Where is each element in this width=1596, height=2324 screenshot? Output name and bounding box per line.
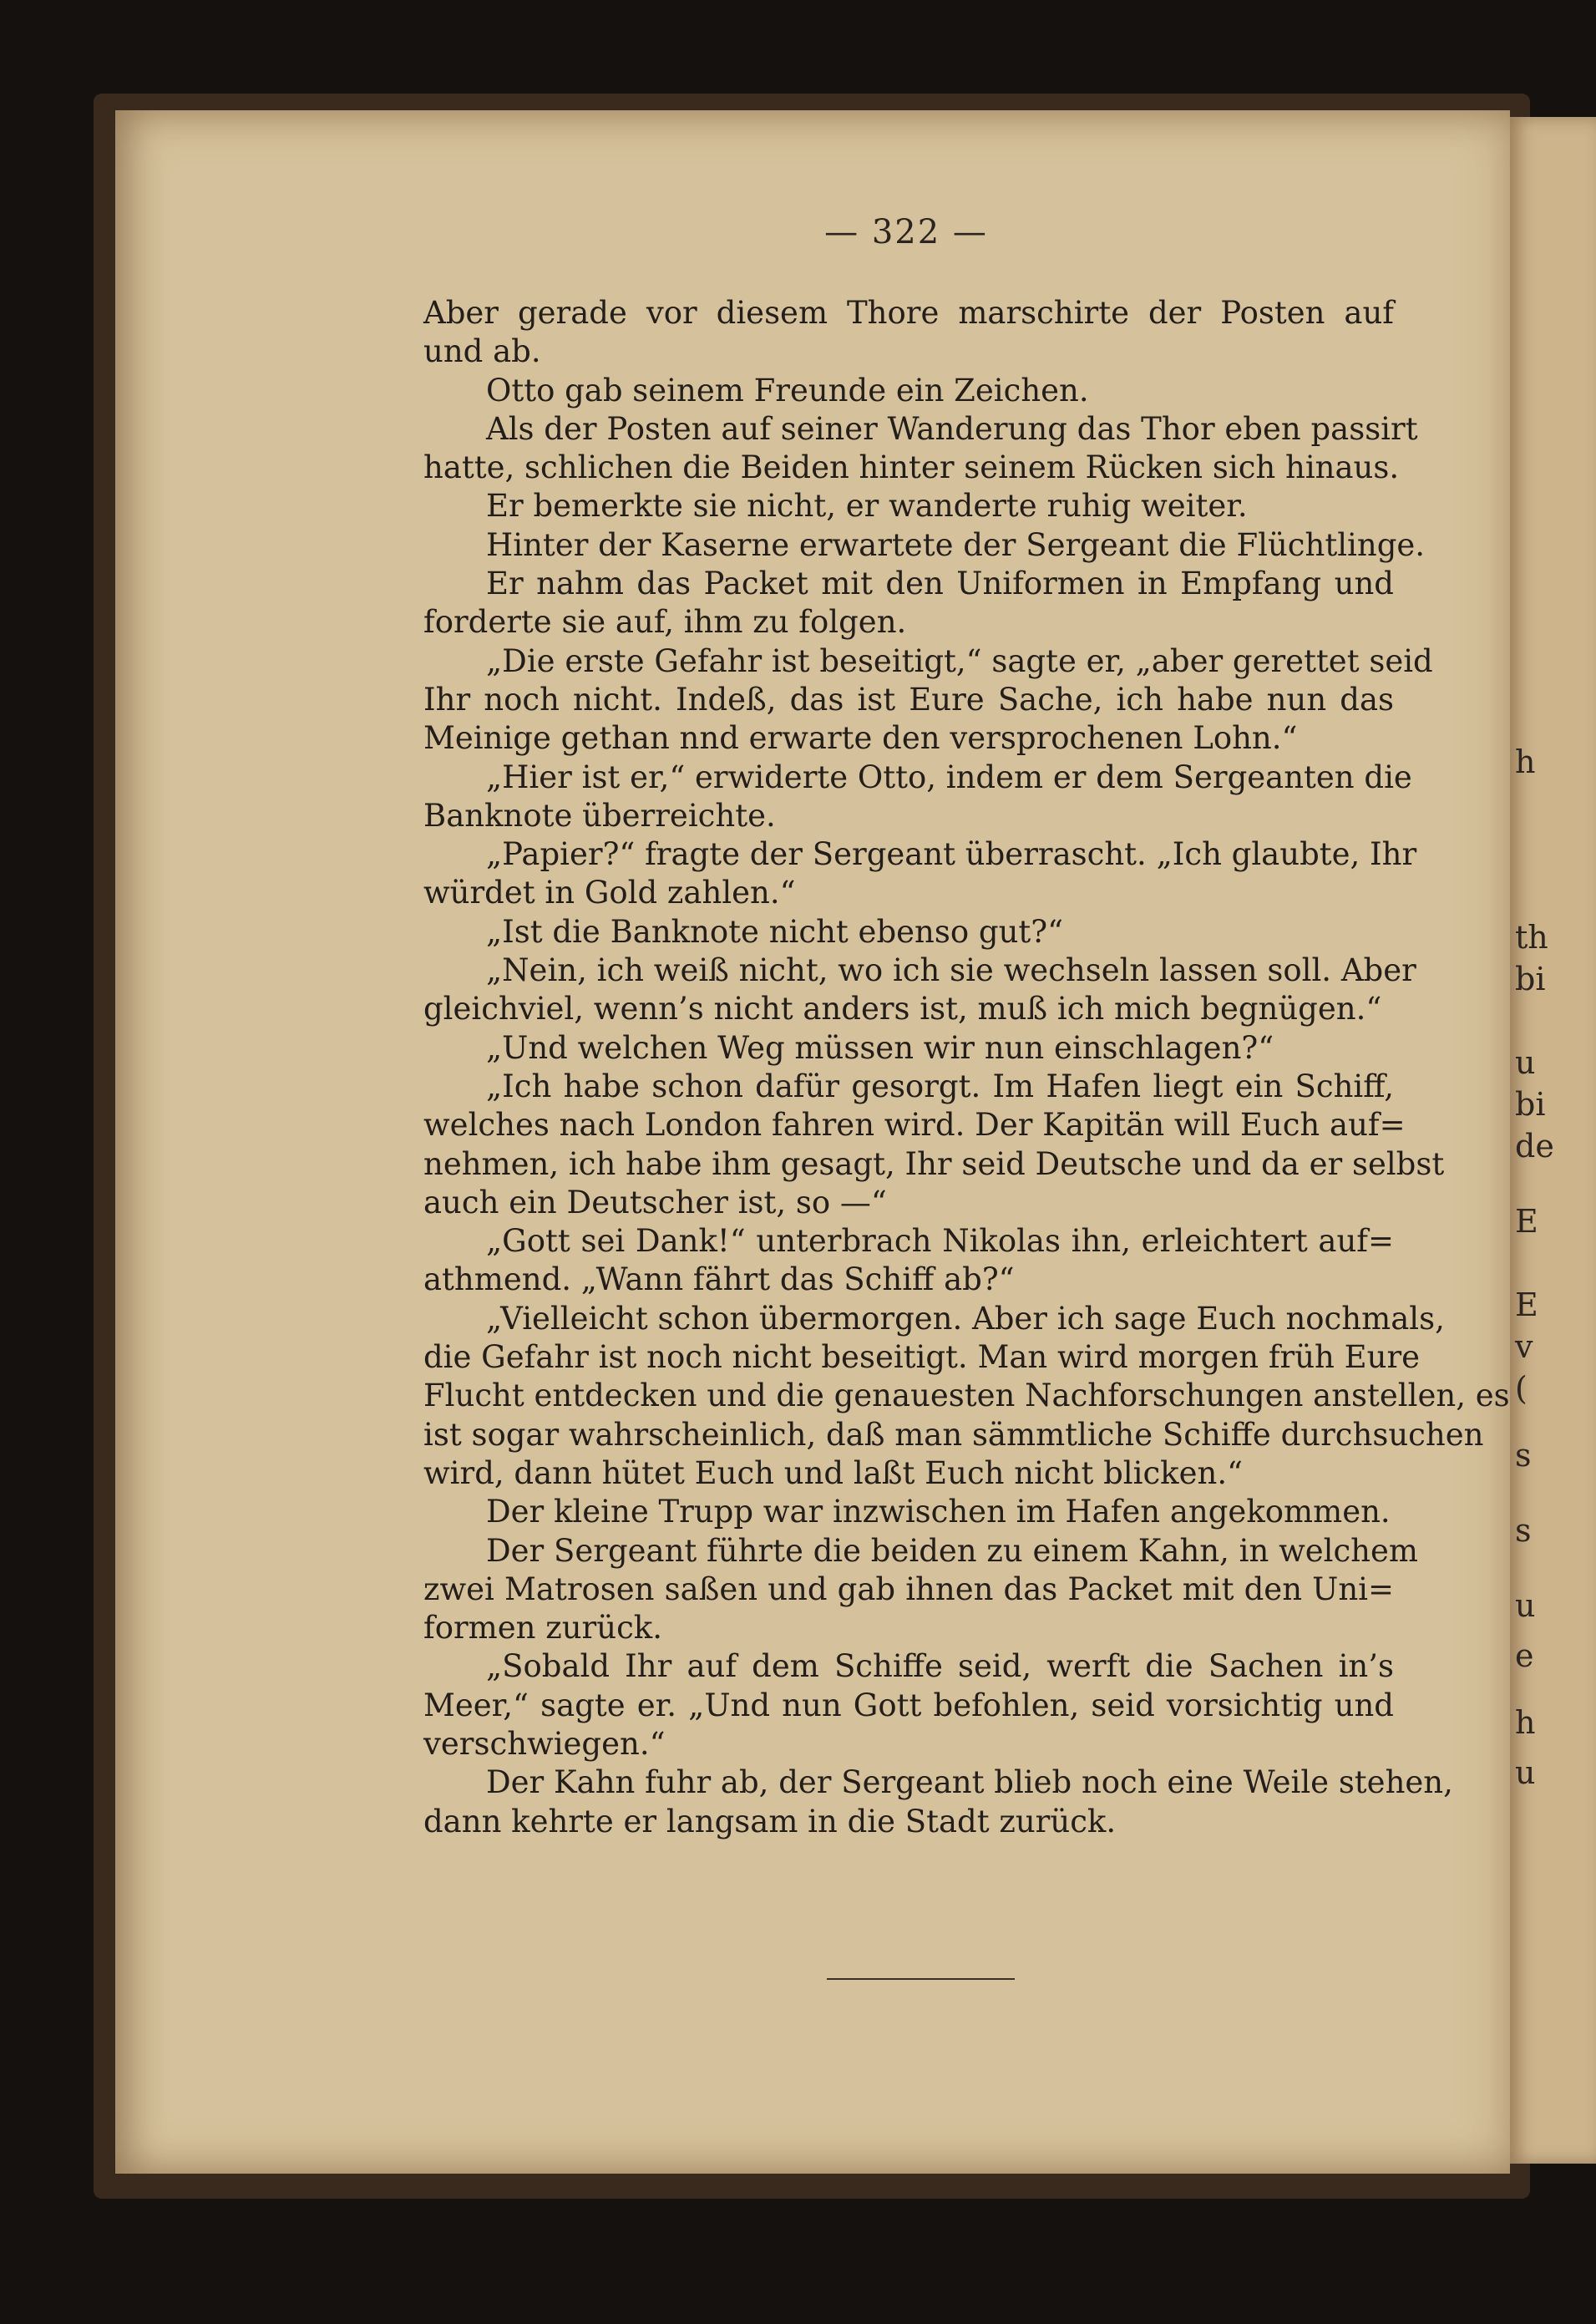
adjacent-page-fragment: de (1515, 1128, 1554, 1165)
text-line: Banknote überreichte. (423, 797, 776, 834)
adjacent-page-fragment: u (1515, 1044, 1536, 1081)
text-line: Meer,“ sagte er. „Und nun Gott befohlen, seid vorsichtig und (423, 1687, 1394, 1723)
text-line: „Die erste Gefahr ist beseitigt,“ sagte er, „aber gerettet seid (486, 642, 1433, 679)
text-line: formen zurück. (423, 1610, 662, 1647)
text-line: welches nach London fahren wird. Der Kapitän will Euch auf= (423, 1107, 1406, 1144)
adjacent-page-fragment: s (1515, 1512, 1532, 1549)
text-line: und ab. (423, 333, 541, 370)
adjacent-page-edge (1510, 117, 1596, 2164)
adjacent-page-fragment: s (1515, 1437, 1532, 1474)
text-line: dann kehrte er langsam in die Stadt zurück. (423, 1803, 1117, 1839)
text-line: „Hier ist er,“ erwiderte Otto, indem er dem Sergeanten die (486, 759, 1412, 795)
adjacent-page-fragment: v (1515, 1328, 1533, 1365)
text-line: nehmen, ich habe ihm gesagt, Ihr seid Deutsche und da er selbst (423, 1145, 1445, 1182)
text-line: „Gott sei Dank!“ unterbrach Nikolas ihn, erleichtert auf= (486, 1223, 1394, 1260)
text-line: „Papier?“ fragte der Sergeant überrascht. „Ich glaubte, Ihr (486, 836, 1417, 873)
text-line: Der kleine Trupp war inzwischen im Hafen angekommen. (486, 1494, 1391, 1530)
text-line: auch ein Deutscher ist, so —“ (423, 1184, 887, 1220)
text-line: „Nein, ich weiß nicht, wo ich sie wechseln lassen soll. Aber (486, 952, 1416, 989)
text-line: Flucht entdecken und die genauesten Nachforschungen anstellen, es (423, 1378, 1510, 1414)
end-rule (827, 1978, 1015, 1980)
text-line: Der Kahn fuhr ab, der Sergeant blieb noch eine Weile stehen, (486, 1764, 1453, 1801)
adjacent-page-fragment: h (1515, 1704, 1536, 1741)
adjacent-page-fragment: ( (1515, 1370, 1528, 1407)
adjacent-page-fragment: h (1515, 743, 1536, 780)
text-line: verschwiegen.“ (423, 1725, 666, 1762)
page-number: — 322 — (824, 213, 988, 251)
text-line: hatte, schlichen die Beiden hinter seinem Rücken sich hinaus. (423, 449, 1400, 486)
adjacent-page-fragment: bi (1515, 1086, 1546, 1123)
text-line: ist sogar wahrscheinlich, daß man sämmtliche Schiffe durchsuchen (423, 1416, 1484, 1453)
text-line: „Ist die Banknote nicht ebenso gut?“ (486, 913, 1064, 950)
text-line: forderte sie auf, ihm zu folgen. (423, 604, 907, 641)
adjacent-page-fragment: th (1515, 919, 1548, 956)
adjacent-page-fragment: bi (1515, 961, 1546, 997)
text-line: athmend. „Wann fährt das Schiff ab?“ (423, 1261, 1015, 1298)
text-line: die Gefahr ist noch nicht beseitigt. Man wird morgen früh Eure (423, 1339, 1421, 1376)
text-line: Otto gab seinem Freunde ein Zeichen. (486, 372, 1089, 408)
text-line: Ihr noch nicht. Indeß, das ist Eure Sache, ich habe nun das (423, 681, 1394, 718)
text-line: Er bemerkte sie nicht, er wanderte ruhig weiter. (486, 488, 1248, 525)
body-text (423, 294, 1510, 1841)
text-line: Meinige gethan nnd erwarte den versprochenen Lohn.“ (423, 720, 1298, 757)
adjacent-page-fragment: u (1515, 1754, 1536, 1791)
text-line: Der Sergeant führte die beiden zu einem Kahn, in welchem (486, 1532, 1418, 1569)
text-line: Hinter der Kaserne erwartete der Sergeant die Flüchtlinge. (486, 526, 1426, 563)
text-line: „Ich habe schon dafür gesorgt. Im Hafen liegt ein Schiff, (486, 1068, 1394, 1104)
text-line: Als der Posten auf seiner Wanderung das Thor eben passirt (486, 410, 1418, 447)
adjacent-page-fragment: e (1515, 1637, 1534, 1674)
text-line: „Vielleicht schon übermorgen. Aber ich sage Euch nochmals, (486, 1300, 1445, 1337)
text-line: wird, dann hütet Euch und laßt Euch nicht blicken.“ (423, 1454, 1244, 1491)
text-line: Er nahm das Packet mit den Uniformen in Empfang und (486, 566, 1394, 602)
text-line: gleichviel, wenn’s nicht anders ist, muß ich mich begnügen.“ (423, 991, 1382, 1028)
text-line: „Sobald Ihr auf dem Schiffe seid, werft die Sachen in’s (486, 1648, 1394, 1685)
text-line: zwei Matrosen saßen und gab ihnen das Packet mit den Uni= (423, 1570, 1394, 1607)
adjacent-page-fragment: E (1515, 1203, 1538, 1240)
adjacent-page-fragment: E (1515, 1286, 1538, 1323)
text-line: Aber gerade vor diesem Thore marschirte der Posten auf (423, 295, 1394, 331)
text-line: „Und welchen Weg müssen wir nun einschlagen?“ (486, 1029, 1274, 1066)
adjacent-page-fragment: u (1515, 1587, 1536, 1624)
text-line: würdet in Gold zahlen.“ (423, 875, 796, 911)
